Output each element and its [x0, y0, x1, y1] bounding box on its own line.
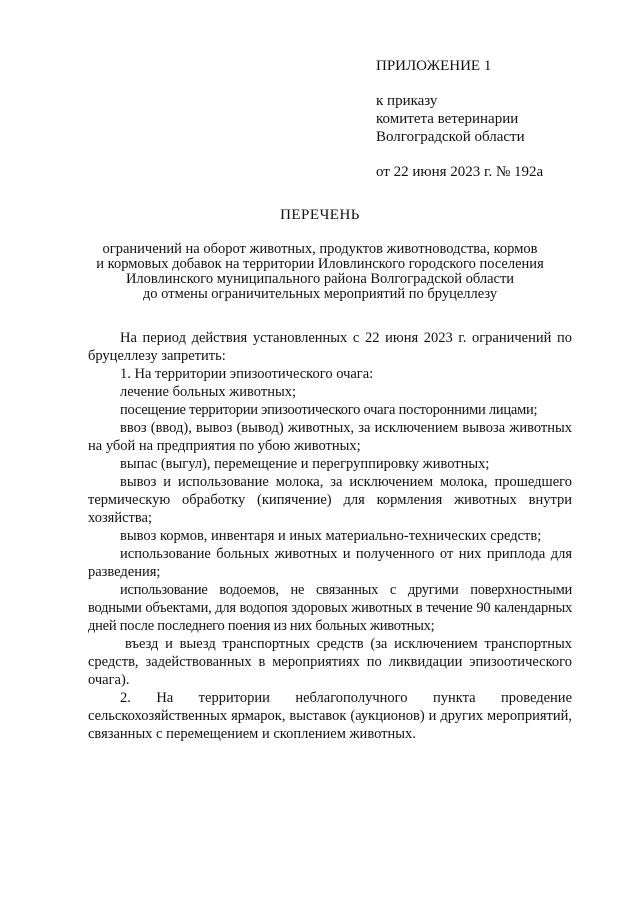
- list-item: использование водоемов, не связанных с другими поверхностными водными объектами, для водопоя здоровых животных в течение 90 календарных дней после последнего поения из них больных животных;: [88, 582, 572, 634]
- subtitle-line: ограничений на оборот животных, продуктов животноводства, кормов: [102, 241, 538, 257]
- subtitle-line: и кормовых добавок на территории Иловлинского городского поселения: [96, 256, 544, 272]
- subtitle-line: до отмены ограничительных мероприятий по бруцеллезу: [142, 286, 498, 302]
- list-item: вывоз кормов, инвентаря и иных материально-технических средств;: [120, 528, 542, 544]
- section-2-paragraph: 2. На территории неблагополучного пункта проведение сельскохозяйственных ярмарок, выставок (аукционов) и других мероприятий, связанных с перемещением и скоплением животных.: [88, 690, 572, 742]
- appendix-date: от 22 июня 2023 г. № 192а: [376, 164, 544, 180]
- list-item: ввоз (ввод), вывоз (вывод) животных, за исключением вывоза животных на убой на предприятия по убою животных;: [88, 420, 572, 454]
- document-title: ПЕРЕЧЕНЬ: [280, 207, 360, 223]
- appendix-line-region: Волгоградской области: [376, 129, 525, 145]
- list-item: выпас (выгул), перемещение и перегруппировку животных;: [120, 456, 490, 472]
- appendix-title: ПРИЛОЖЕНИЕ 1: [376, 58, 492, 74]
- list-item: вывоз и использование молока, за исключением молока, прошедшего термическую обработку (кипячение) для кормления животных внутри хозяйства;: [88, 474, 572, 526]
- appendix-line-committee: комитета ветеринарии: [376, 111, 519, 127]
- intro-paragraph: На период действия установленных с 22 июня 2023 г. ограничений по бруцеллезу запретить:: [88, 330, 572, 364]
- appendix-line-order: к приказу: [376, 93, 438, 109]
- document-body: [88, 329, 572, 743]
- subtitle-line: Иловлинского муниципального района Волгоградской области: [125, 271, 515, 287]
- list-item: въезд и выезд транспортных средств (за исключением транспортных средств, задействованных в мероприятиях по ликвидации эпизоотического очага).: [88, 636, 572, 688]
- section-1-heading: 1. На территории эпизоотического очага:: [120, 366, 374, 382]
- list-item: использование больных животных и полученного от них приплода для разведения;: [88, 546, 572, 580]
- document-subtitle: [70, 242, 570, 302]
- list-item: лечение больных животных;: [120, 384, 296, 400]
- list-item: посещение территории эпизоотического очага посторонними лицами;: [120, 402, 538, 418]
